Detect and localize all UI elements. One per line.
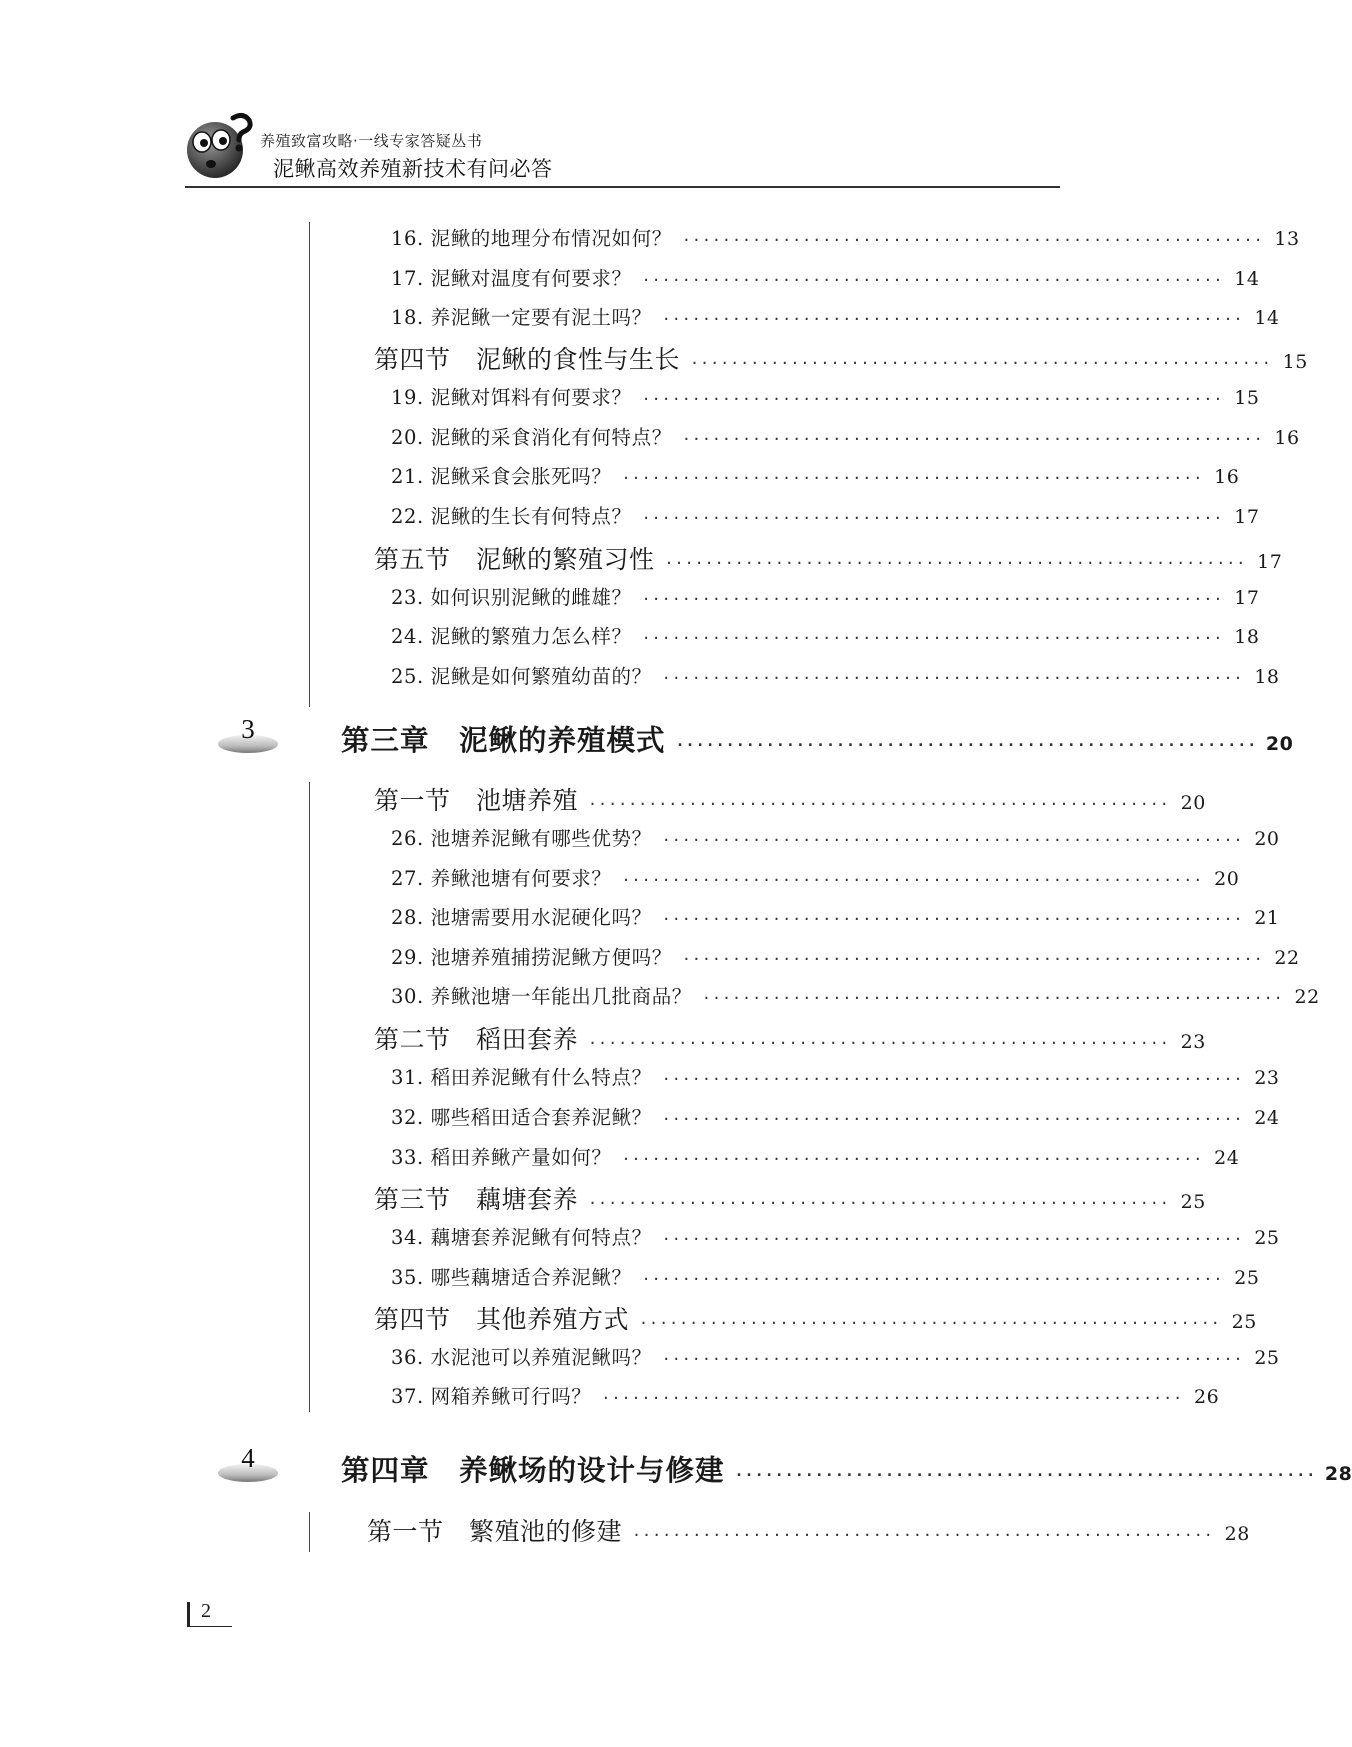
toc-page-number: 28 — [1224, 1523, 1250, 1545]
leader-dots: ·························································· — [641, 629, 1224, 647]
leader-dots: ·························································· — [621, 1150, 1204, 1168]
toc-entry-title: 27. 养鳅池塘有何要求？ — [391, 867, 612, 890]
toc-entry[interactable] — [391, 422, 1300, 449]
chapter-badge — [217, 714, 279, 756]
toc-page-number: 17 — [1234, 506, 1260, 528]
toc-entry-title: 21. 泥鳅采食会胀死吗？ — [391, 465, 612, 488]
toc-page-number: 24 — [1254, 1107, 1280, 1129]
toc-entry-title: 33. 稻田养鳅产量如何？ — [391, 1146, 612, 1169]
toc-page-number: 25 — [1180, 1191, 1206, 1213]
leader-dots: ·························································· — [675, 736, 1258, 754]
toc-page-number: 22 — [1274, 947, 1300, 969]
toc-section-title: 第四节 泥鳅的食性与生长 — [374, 345, 681, 374]
toc-entry[interactable] — [391, 1062, 1280, 1089]
toc-entry-title: 30. 养鳅池塘一年能出几批商品？ — [391, 985, 692, 1008]
toc-page-number: 25 — [1231, 1311, 1257, 1333]
toc-page-number: 24 — [1214, 1147, 1240, 1169]
toc-chapter[interactable] — [341, 1448, 1352, 1487]
toc-entry-title: 37. 网箱养鳅可行吗？ — [391, 1385, 592, 1408]
toc-entry[interactable] — [391, 1142, 1240, 1169]
toc-page-number: 25 — [1254, 1227, 1280, 1249]
margin-line — [309, 222, 310, 707]
header-rule — [185, 186, 1060, 188]
toc-entry-title: 20. 泥鳅的采食消化有何特点？ — [391, 426, 672, 449]
toc-entry-title: 31. 稻田养泥鳅有什么特点？ — [391, 1066, 652, 1089]
toc-entry[interactable] — [391, 621, 1260, 648]
margin-line — [309, 782, 310, 1412]
toc-page-number: 26 — [1194, 1386, 1220, 1408]
toc-section[interactable] — [374, 1300, 1257, 1334]
toc-section[interactable] — [367, 1512, 1250, 1546]
toc-entry[interactable] — [391, 223, 1300, 250]
toc-entry-title: 24. 泥鳅的繁殖力怎么样？ — [391, 625, 632, 648]
toc-section-title: 第二节 稻田套养 — [374, 1025, 579, 1054]
leader-dots: ·························································· — [661, 310, 1244, 328]
mascot-logo-icon — [185, 110, 257, 182]
toc-entry-title: 36. 水泥池可以养殖泥鳅吗？ — [391, 1346, 652, 1369]
leader-dots: ·························································· — [621, 871, 1204, 889]
leader-dots: ·························································· — [601, 1389, 1184, 1407]
leader-dots: ·························································· — [641, 271, 1224, 289]
toc-section[interactable] — [374, 340, 1308, 374]
toc-section[interactable] — [374, 1020, 1206, 1054]
page-number-footer — [187, 1600, 232, 1630]
toc-entry[interactable] — [391, 1262, 1260, 1289]
toc-entry[interactable] — [391, 823, 1280, 850]
toc-page-number: 20 — [1265, 733, 1294, 755]
toc-page-number: 15 — [1234, 387, 1260, 409]
leader-dots: ·························································· — [681, 430, 1264, 448]
leader-dots: ·························································· — [661, 1070, 1244, 1088]
toc-section-title: 第一节 繁殖池的修建 — [367, 1517, 623, 1546]
toc-page-number: 23 — [1254, 1067, 1280, 1089]
leader-dots: ·························································· — [690, 354, 1272, 372]
chapter-number: 3 — [241, 714, 255, 744]
book-title: 泥鳅高效养殖新技术有问必答 — [273, 157, 553, 181]
leader-dots: ·························································· — [639, 1314, 1221, 1332]
toc-page-number: 13 — [1274, 228, 1300, 250]
leader-dots: ·························································· — [641, 509, 1224, 527]
toc-entry[interactable] — [391, 1102, 1280, 1129]
toc-page-number: 14 — [1254, 307, 1280, 329]
toc-entry-title: 26. 池塘养泥鳅有哪些优势？ — [391, 827, 652, 850]
leader-dots: ·························································· — [661, 1230, 1244, 1248]
folio-bar — [187, 1602, 190, 1626]
toc-page-number: 16 — [1274, 427, 1300, 449]
toc-entry[interactable] — [391, 942, 1300, 969]
toc-chapter[interactable] — [341, 718, 1294, 757]
toc-entry[interactable] — [391, 902, 1280, 929]
leader-dots: ·························································· — [588, 1034, 1170, 1052]
toc-entry[interactable] — [391, 1342, 1280, 1369]
leader-dots: ·························································· — [661, 1350, 1244, 1368]
toc-entry-title: 18. 养泥鳅一定要有泥土吗？ — [391, 306, 652, 329]
toc-page-number: 16 — [1214, 466, 1240, 488]
toc-page-number: 25 — [1254, 1347, 1280, 1369]
toc-entry-title: 23. 如何识别泥鳅的雌雄？ — [391, 586, 632, 609]
toc-page-number: 20 — [1214, 868, 1240, 890]
leader-dots: ·························································· — [621, 469, 1204, 487]
toc-entry-title: 19. 泥鳅对饵料有何要求？ — [391, 386, 632, 409]
leader-dots: ·························································· — [588, 795, 1170, 813]
toc-entry-title: 34. 藕塘套养泥鳅有何特点？ — [391, 1226, 652, 1249]
toc-entry[interactable] — [391, 1381, 1220, 1408]
toc-page-number: 14 — [1234, 268, 1260, 290]
leader-dots: ·························································· — [588, 1194, 1170, 1212]
toc-page-number: 28 — [1324, 1463, 1352, 1485]
leader-dots: ·························································· — [664, 554, 1247, 572]
toc-entry-title: 17. 泥鳅对温度有何要求？ — [391, 267, 632, 290]
leader-dots: ·························································· — [661, 1110, 1244, 1128]
toc-page-number: 17 — [1234, 587, 1260, 609]
toc-entry[interactable] — [391, 382, 1260, 409]
toc-entry[interactable] — [391, 863, 1240, 890]
toc-entry[interactable] — [391, 302, 1280, 329]
leader-dots: ·························································· — [632, 1526, 1214, 1544]
toc-section-title: 第三节 藕塘套养 — [374, 1185, 579, 1214]
running-header — [185, 108, 1060, 190]
leader-dots: ·························································· — [661, 669, 1244, 687]
toc-entry[interactable] — [391, 501, 1260, 528]
folio-number: 2 — [201, 1600, 211, 1622]
toc-entry-title: 22. 泥鳅的生长有何特点？ — [391, 505, 632, 528]
toc-page-number: 18 — [1234, 626, 1260, 648]
toc-entry[interactable] — [391, 981, 1320, 1008]
series-title: 养殖致富攻略·一线专家答疑丛书 — [260, 132, 483, 150]
toc-chapter-title: 第三章 泥鳅的养殖模式 — [341, 724, 666, 757]
toc-page-number: 22 — [1294, 986, 1320, 1008]
toc-entry[interactable] — [391, 263, 1260, 290]
toc-page-number: 20 — [1180, 792, 1206, 814]
toc-page-number: 23 — [1180, 1031, 1206, 1053]
toc-entry-title: 35. 哪些藕塘适合养泥鳅？ — [391, 1266, 632, 1289]
toc-page-number: 17 — [1257, 551, 1283, 573]
chapter-badge — [217, 1443, 279, 1485]
toc-section[interactable] — [374, 540, 1283, 574]
toc-entry-title: 16. 泥鳅的地理分布情况如何？ — [391, 227, 672, 250]
leader-dots: ·························································· — [661, 831, 1244, 849]
toc-section-title: 第四节 其他养殖方式 — [374, 1305, 630, 1334]
leader-dots: ·························································· — [734, 1466, 1317, 1484]
leader-dots: ·························································· — [701, 989, 1284, 1007]
toc-page-number: 21 — [1254, 907, 1280, 929]
toc-page-number: 25 — [1234, 1267, 1260, 1289]
folio-rule — [187, 1626, 232, 1627]
leader-dots: ·························································· — [681, 231, 1264, 249]
toc-entry[interactable] — [391, 461, 1240, 488]
toc-section-title: 第一节 池塘养殖 — [374, 786, 579, 815]
leader-dots: ·························································· — [641, 1270, 1224, 1288]
toc-entry-title: 32. 哪些稻田适合套养泥鳅？ — [391, 1106, 652, 1129]
chapter-number: 4 — [241, 1443, 255, 1473]
toc-page-number: 18 — [1254, 666, 1280, 688]
toc-page-number: 15 — [1282, 351, 1308, 373]
toc-entry-title: 29. 池塘养殖捕捞泥鳅方便吗？ — [391, 946, 672, 969]
toc-entry-title: 25. 泥鳅是如何繁殖幼苗的？ — [391, 665, 652, 688]
toc-entry-title: 28. 池塘需要用水泥硬化吗？ — [391, 906, 652, 929]
leader-dots: ·························································· — [661, 910, 1244, 928]
leader-dots: ·························································· — [681, 950, 1264, 968]
toc-entry[interactable] — [391, 661, 1280, 688]
toc-entry[interactable] — [391, 1222, 1280, 1249]
toc-section[interactable] — [374, 1180, 1206, 1214]
toc-page-number: 20 — [1254, 828, 1280, 850]
margin-line — [309, 1512, 310, 1552]
leader-dots: ·························································· — [641, 590, 1224, 608]
toc-section[interactable] — [374, 781, 1206, 815]
toc-entry[interactable] — [391, 582, 1260, 609]
toc-section-title: 第五节 泥鳅的繁殖习性 — [374, 545, 655, 574]
toc-chapter-title: 第四章 养鳅场的设计与修建 — [341, 1454, 725, 1487]
leader-dots: ·························································· — [641, 390, 1224, 408]
